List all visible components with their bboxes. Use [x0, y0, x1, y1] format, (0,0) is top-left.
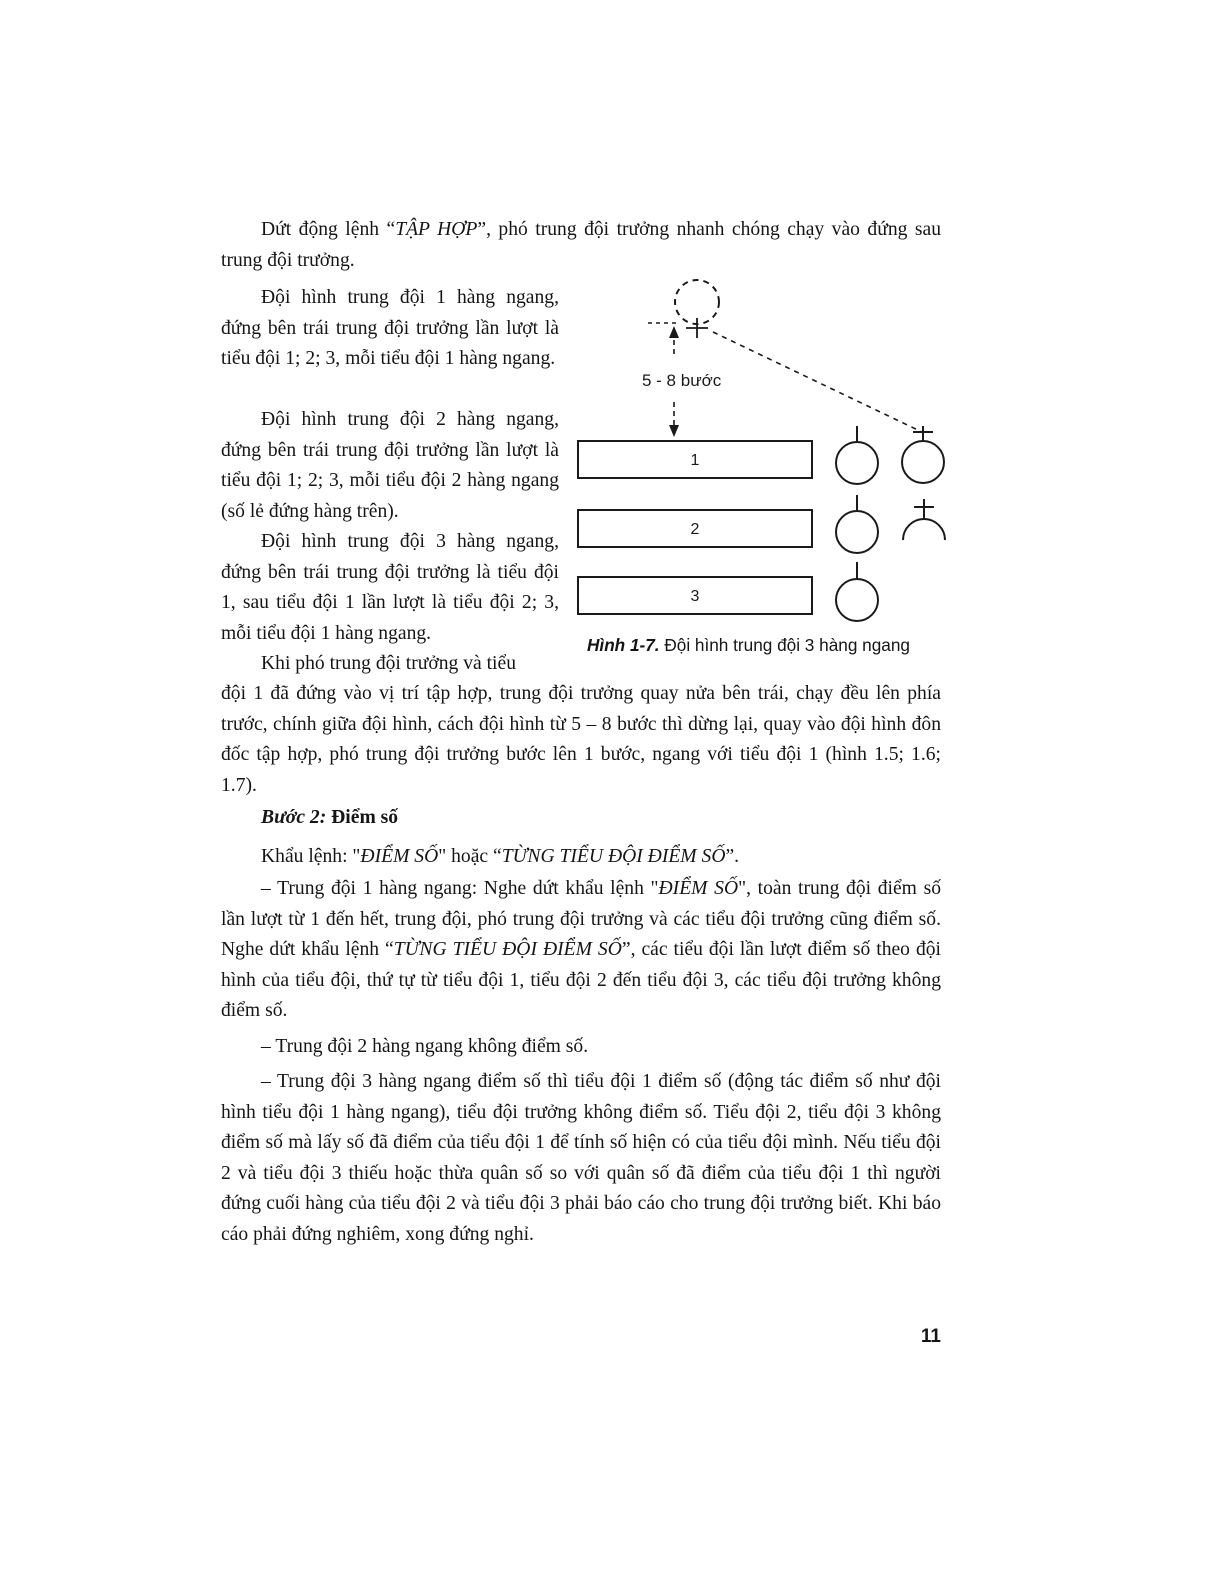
squad-2-leader-circle — [836, 511, 878, 553]
dashed-diagonal-line — [713, 332, 922, 432]
squad-1-label: 1 — [690, 452, 700, 469]
one-row-command-1: ĐIỂM SỐ — [658, 878, 739, 899]
one-row-text-a: – Trung đội 1 hàng ngang: Nghe dứt khẩu lệnh " — [261, 878, 659, 899]
paragraph-one-row-count — [221, 874, 941, 1027]
formation-diagram — [570, 270, 970, 630]
squad-3-leader-circle — [836, 579, 878, 621]
one-row-text-b: ", toàn trung đội điểm số lần lượt từ 1 đến hết, trung đội, phó trung đội trưởng và các tiểu đội trưởng cũng điểm số. Nghe dứt khẩu lệnh “ — [221, 878, 941, 960]
arrow-head-down — [669, 425, 679, 437]
paragraph-formation-3-rows: Đội hình trung đội 3 hàng ngang, đứng bên trái trung đội trưởng là tiểu đội 1, sau tiểu đội 1 lần lượt là tiểu đội 2; 3, mỗi tiểu đội 1 hàng ngang. — [221, 531, 559, 644]
command-text-c: ”. — [725, 846, 740, 867]
command-text-b: " hoặc “ — [438, 846, 502, 867]
caption-text: Đội hình trung đội 3 hàng ngang — [659, 635, 910, 655]
command-tung-tieu-doi: TỪNG TIỂU ĐỘI ĐIỂM SỐ — [501, 846, 726, 867]
paragraph-leader-start: Khi phó trung đội trưởng và tiểu — [261, 653, 516, 674]
intro-text-b: ”, phó trung đội trưởng nhanh chóng chạy vào đứng sau trung đội trưởng. — [221, 219, 941, 271]
command-text-a: Khẩu lệnh: " — [261, 846, 361, 867]
squad-1-leader-circle — [836, 442, 878, 484]
platoon-leader-circle — [902, 441, 944, 483]
one-row-text-c: ”, các tiểu đội lần lượt điểm số theo đội hình của tiểu đội, thứ tự từ tiểu đội 1, tiểu đội 2 đến tiểu đội 3, các tiểu đội trưởng không điểm số. — [221, 939, 942, 1021]
arrow-head-up — [669, 326, 679, 338]
dashed-position-circle — [675, 280, 719, 324]
distance-label: 5 - 8 bước — [642, 371, 722, 390]
paragraph-intro — [221, 215, 941, 276]
command-diem-so: ĐIỂM SỐ — [360, 846, 439, 867]
paragraph-formation-1-row: Đội hình trung đội 1 hàng ngang, đứng bên trái trung đội trưởng lần lượt là tiểu đội 1; 2; 3, mỗi tiểu đội 1 hàng ngang. — [221, 287, 559, 369]
figure-caption — [587, 633, 957, 657]
squad-2-label: 2 — [690, 521, 700, 538]
paragraph-two-rows: – Trung đội 2 hàng ngang không điểm số. — [261, 1036, 589, 1057]
paragraph-leader-continued: đội 1 đã đứng vào vị trí tập hợp, trung đội trưởng quay nửa bên trái, chạy đều lên phía trước, chính giữa đội hình, cách đội hình từ 5 – 8 bước thì dừng lại, quay vào đội hình đôn đốc tập hợp, phó trung đội trưởng bước lên 1 bước, ngang với tiểu đội 1 (hình 1.5; 1.6; 1.7). — [221, 683, 941, 796]
intro-text-a: Dứt động lệnh “ — [261, 219, 396, 240]
deputy-leader-arc — [903, 519, 945, 540]
caption-label: Hình 1-7. — [587, 635, 660, 655]
step-title: Điểm số — [331, 807, 399, 828]
paragraph-three-rows: – Trung đội 3 hàng ngang điểm số thì tiểu đội 1 điểm số (động tác điểm số như đội hình tiểu đội 1 hàng ngang), tiểu đội trưởng không điểm số. Tiểu đội 2, tiểu đội 3 không điểm số mà lấy số đã điểm của tiểu đội 1 để tính số hiện có của tiểu đội mình. Nếu tiểu đội 2 và tiểu đội 3 thiếu hoặc thừa quân số so với quân số đã điểm của tiểu đội 1 thì người đứng cuối hàng của tiểu đội 2 và tiểu đội 3 phải báo cáo cho trung đội trưởng biết. Khi báo cáo phải đứng nghiêm, xong đứng nghỉ. — [221, 1071, 941, 1245]
command-tap-hop: TẬP HỢP — [395, 219, 478, 240]
step-heading — [221, 803, 941, 834]
one-row-command-2: TỪNG TIỂU ĐỘI ĐIỂM SỐ — [393, 939, 622, 960]
paragraph-command — [221, 842, 941, 873]
step-label: Bước 2: — [261, 807, 327, 828]
paragraph-formation-2-rows: Đội hình trung đội 2 hàng ngang, đứng bên trái trung đội trưởng lần lượt là tiểu đội 1; 2; 3, mỗi tiểu đội 2 hàng ngang (số lẻ đứng hàng trên). — [221, 409, 559, 522]
squad-3-label: 3 — [690, 588, 700, 605]
page-number: 11 — [920, 1326, 941, 1347]
